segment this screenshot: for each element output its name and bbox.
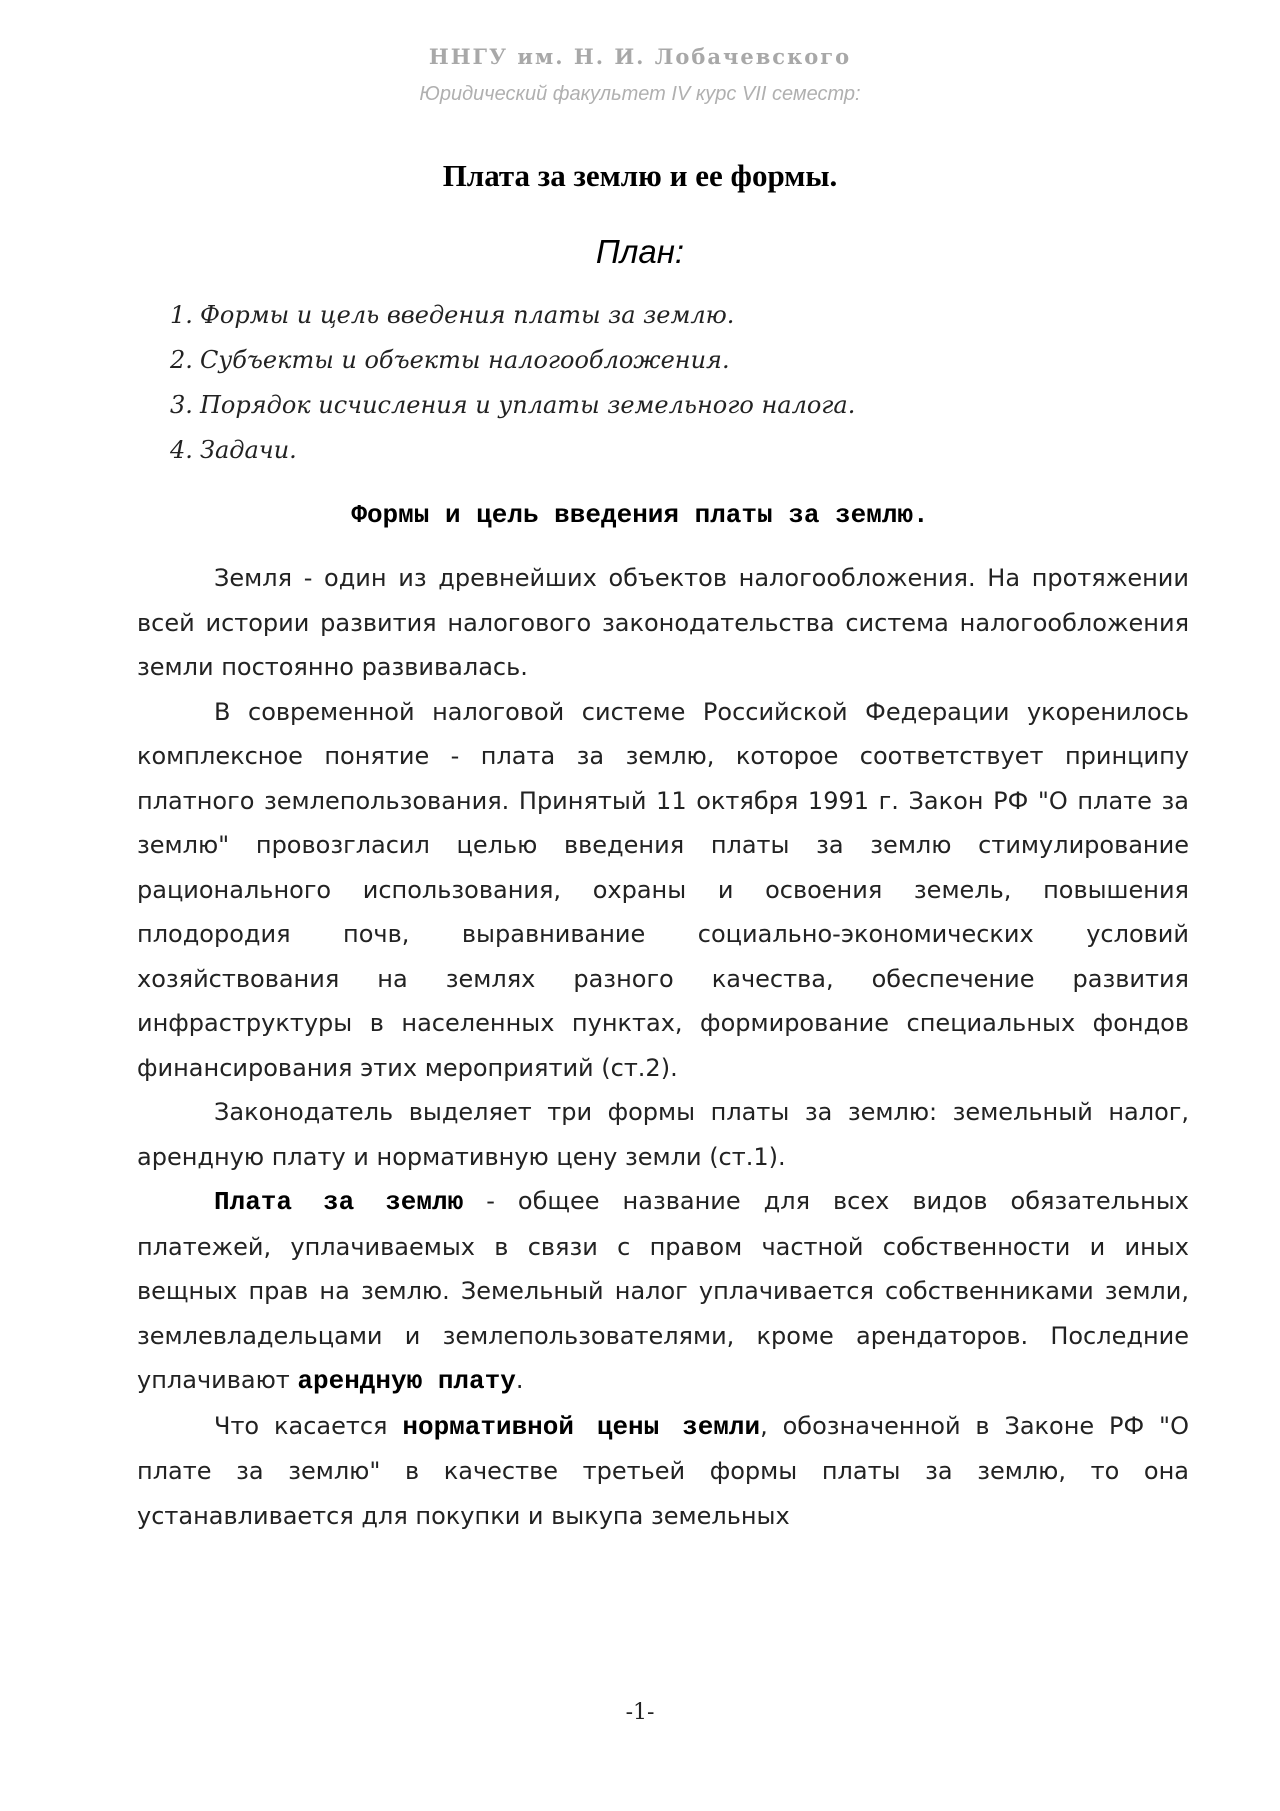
term-land-payment: Плата за землю bbox=[214, 1187, 464, 1217]
plan-item-number: 2. bbox=[170, 346, 193, 374]
plan-item-number: 3. bbox=[170, 391, 193, 419]
plan-item-text: Порядок исчисления и уплаты земельного налога. bbox=[200, 391, 856, 419]
paragraph-3: Законодатель выделяет три формы платы за землю: земельный налог, арендную плату и нормативную цену земли (ст.1). bbox=[137, 1098, 1189, 1171]
paragraph-2: В современной налоговой системе Российской Федерации укоренилось комплексное понятие - плата за землю, которое соответствует принципу платного землепользования. Принятый 11 октября 1991 г. Закон РФ "О плате за землю" провозгласил целью введения платы за землю стимулирование рационального использования, охраны и освоения земель, повышения плодородия почв, выравнивание социально-экономических условий хозяйствования на землях разного качества, обеспечение развития инфраструктуры в населенных пунктах, формирование специальных фондов финансирования этих мероприятий (ст.2). bbox=[137, 697, 1189, 1082]
paragraph-5-text-b: , обозначенной в Законе РФ "О плате за землю" в качестве третьей формы платы за землю, то она устанавливается для покупки и выкупа земельных bbox=[137, 1411, 1189, 1530]
plan-item-number: 4. bbox=[170, 436, 193, 464]
plan-item bbox=[170, 428, 855, 473]
plan-item-text: Задачи. bbox=[200, 436, 297, 464]
term-normative-price: нормативной цены земли bbox=[402, 1411, 761, 1442]
paragraph-4-text-a: - общее название для всех видов обязательных платежей, уплачиваемых в связи с правом частной собственности и иных вещных прав на землю. Земельный налог уплачивается собственниками земли, землевладельцами и землепользователями, кроме арендаторов. Последние уплачивают bbox=[137, 1187, 1189, 1394]
plan-list bbox=[170, 293, 855, 473]
paragraph-5-text-a: Что касается bbox=[214, 1411, 403, 1440]
paragraph-5 bbox=[137, 1404, 1189, 1539]
paragraph-4-text-b: . bbox=[515, 1366, 524, 1394]
plan-item bbox=[170, 293, 855, 338]
plan-item-text: Формы и цель введения платы за землю. bbox=[200, 301, 735, 329]
university-header: ННГУ им. Н. И. Лобачевского bbox=[428, 44, 852, 69]
section-body bbox=[137, 556, 1189, 1538]
plan-item bbox=[170, 338, 855, 383]
page-number: -1- bbox=[625, 1700, 655, 1725]
plan-item-text: Субъекты и объекты налогообложения. bbox=[200, 346, 730, 374]
faculty-header: Юридический факультет IV курс VII семестр: bbox=[419, 83, 861, 105]
term-rent: арендную плату bbox=[297, 1366, 516, 1396]
plan-item-number: 1. bbox=[170, 301, 193, 329]
plan-item bbox=[170, 383, 855, 428]
section-heading: Формы и цель введения платы за землю. bbox=[351, 500, 929, 530]
plan-heading: План: bbox=[595, 233, 685, 270]
document-title: Плата за землю и ее формы. bbox=[442, 158, 838, 193]
paragraph-4 bbox=[137, 1179, 1189, 1404]
paragraph-1: Земля - один из древнейших объектов налогообложения. На протяжении всей истории развития налогового законодательства система налогообложения земли постоянно развивалась. bbox=[137, 564, 1189, 681]
